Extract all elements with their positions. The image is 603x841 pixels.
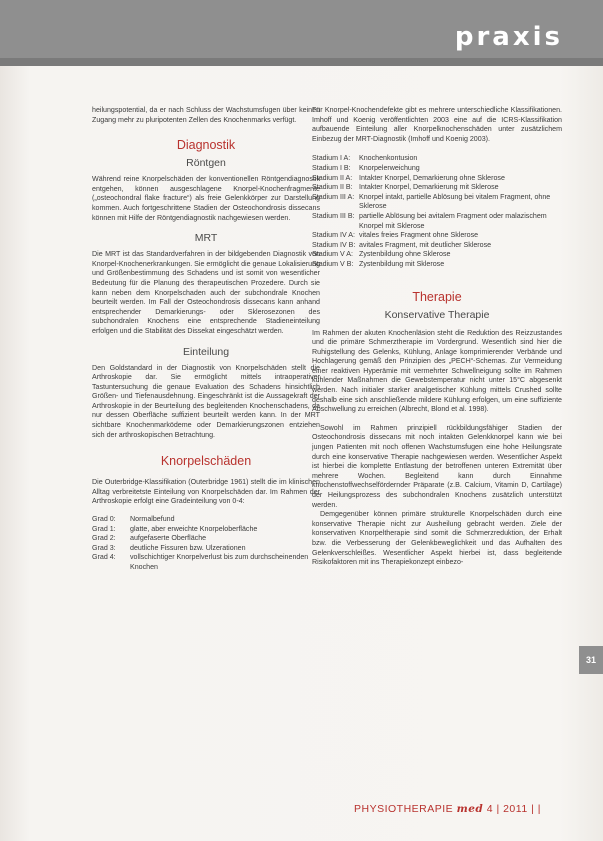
list-item: Stadium IV A: vitales freies Fragment ohne Sklerose: [312, 231, 479, 240]
stage-list: [312, 154, 562, 269]
list-item: Stadium IV B: avitales Fragment, mit deutlicher Sklerose: [312, 240, 492, 249]
page-number-tab: 31: [579, 646, 603, 674]
heading-roentgen: Röntgen: [186, 157, 226, 170]
heading-knorpelschaeden: Knorpelschäden: [160, 454, 252, 469]
list-item: Grad 0: Normalbefund: [92, 515, 175, 524]
heading-therapie: Therapie: [412, 289, 462, 304]
paragraph-konservativ-3: Demgegenüber können primäre strukturelle Knorpelschäden durch eine konservative Therapie nicht zur Ausheilung gebracht werden. Ziele der konservativen Knorpeltherapie sind somit die Schmerzreduktion, der Erhalt bzw. die Verbesserung der Gelenkbeweglichkeit und das Aufhalten des Gelenkverschleißes. Wesentlicher Aspekt hierbei ist, dass begleitende Risikofaktoren mit ins Therapiekonzept einbezo-: [312, 510, 562, 567]
list-item: Grad 3: deutliche Fissuren bzw. Ulzerationen: [92, 543, 246, 552]
paragraph-konservativ-1: Im Rahmen der akuten Knochenläsion steht die Reduktion des Reizzustandes und die primäre Schmerztherapie im Vordergrund. Wesentlich sind hier die Ruhigstellung des Gelenks, Kühlung, Anlage komprimierender Verbände und Hochlagerung gemäß den Prinzipien des „PECH“-Schemas. Zur Vermeidung einer reaktiven Hyperämie mit vermehrter Schwellneigung sollte im Rahmen kühlender Maßnahmen die Gewebstemperatur nicht unter 15°C abgesenkt werden. Nach initialer starker analgetischer Kühlung mittels Crushed sollte deshalb eine sich anschließende mildere Kühlung erfolgen, um eine suffiziente Abschwellung zu erreichen (Albrecht, Blond et al. 1998).: [312, 328, 562, 414]
list-item: Grad 1: glatte, aber erweichte Knorpeloberfläche: [92, 524, 258, 533]
header-band-shade: [0, 58, 603, 66]
list-item: Stadium II A: Intakter Knorpel, Demarkierung ohne Sklerose: [312, 173, 505, 182]
list-item: Stadium I B: Knorpelerweichung: [312, 163, 420, 172]
list-item: Stadium V A: Zystenbildung ohne Sklerose: [312, 250, 451, 259]
heading-diagnostik: Diagnostik: [176, 138, 236, 153]
list-item: Stadium II B: Intakter Knorpel, Demarkierung mit Sklerose: [312, 183, 499, 192]
paragraph-mrt: Die MRT ist das Standardverfahren in der bildgebenden Diagnostik von Knorpel-Knochenerkrankungen. Sie ermöglicht die genaue Lokalisierung und Größenbestimmung des Schadens und ist somit von wesentlicher Bedeutung für die Planung des therapeutischen Prozedere. Durch sie kann neben dem Knorpelschaden auch der subchondrale Knochen beurteilt werden. Im Fall der Osteochondrosis dissecans kann anhand entsprechender Demarkierungs- oder Sklerosezonen des subchondralen Knochens eine entsprechende Stadieneinteilung erfolgen und die Stabilität des Dissekat eingeschätzt werden.: [92, 250, 320, 335]
left-column: [92, 106, 320, 573]
footer-brand: [354, 803, 541, 815]
paragraph-einteilung: Den Goldstandard in der Diagnostik von Knorpelschäden stellt die Arthroskopie dar. Sie ermöglicht mittels intraoperativer Tastuntersuchung die genaue Evaluation des Schadens hinsichtlich Größen- und Tiefenausdehnung. Eingeschränkt ist die Aussagekraft der Arthroskopie in der Beurteilung des begleitenden Knochenschadens, da nur dessen Oberfläche suffizient beurteilt werden kann. In der MRT sichtbare Knochenmarködeme oder Demarkierungszonen entziehen sich der arthroskopischen Betrachtung.: [92, 363, 320, 439]
heading-konservative-therapie: Konservative Therapie: [384, 308, 490, 321]
list-item: Stadium III A: Knorpel intakt, partielle Ablösung bei vitalem Fragment, ohne Sklerose: [312, 192, 551, 211]
left-intro-paragraph: heilungspotential, da er nach Schluss der Wachstumsfugen über keinen Zugang mehr zu pluripotenten Zellen des Knochenmarks verfügt.: [92, 106, 320, 124]
list-item: Stadium III B: partielle Ablösung bei avitalem Fragment oder malazischem Knorpel mit Sklerose: [312, 211, 547, 230]
list-item: Grad 4: vollschichtiger Knorpelverlust bis zum durchscheinenden Knochen: [92, 553, 309, 571]
paragraph-roentgen: Während reine Knorpelschäden der konventionellen Röntgendiagnostik entgehen, können ausgeschlagene Knorpel-Knochenfragmente („osteochondral flake fracture“) als freie Gelenkkörper zur Darstellung kommen. Auch fortgeschrittene Stadien der Osteochondrosis dissecans können mit Hilfe der Röntgendiagnostik nachgewiesen werden.: [92, 175, 320, 222]
section-title: praxis: [454, 22, 563, 52]
heading-einteilung: Einteilung: [182, 345, 230, 358]
footer-magazine-name: PHYSIOTHERAPIE: [354, 803, 454, 815]
list-item: Stadium I A: Knochenkontusion: [312, 154, 418, 163]
paragraph-konservativ-2: Sowohl im Rahmen prinzipiell rückbildungsfähiger Stadien der Osteochondrosis dissecans mit noch intakten Gelenkknorpel kann wie bei jungen Patienten mit noch offenen Wachstumsfugen eine hohe Heilungsrate durch eine konservative Therapie nachgewiesen werden. Wesentlicher Aspekt ist hierbei die komplette Entlastung der betroffenen unteren Extremität über mehrere Wochen. Begleitend kann durch Einnahme knochenstoffwechselfördernder Präparate (z.B. Calcium, Vitamin D, Cartilage) der Heilungsprozess des subchondralen Knochens zusätzlich unterstützt werden.: [312, 423, 562, 509]
list-item: Stadium V B: Zystenbildung mit Sklerose: [312, 259, 445, 268]
grade-list: [92, 515, 320, 573]
list-item: Grad 2: aufgefaserte Oberfläche: [92, 534, 207, 543]
right-intro-paragraph: Für Knorpel-Knochendefekte gibt es mehrere unterschiedliche Klassifikationen. Imhoff und Koenig veröffentlichten 2003 eine auf die ICRS-Klassifikation aufbauende Einteilung aller Knorpelknochenschäden unter zusätzlichem Einbezug der MRT-Diagnostik (Imhoff und Koenig 2003).: [312, 106, 562, 143]
heading-mrt: MRT: [194, 232, 218, 245]
right-column: [312, 106, 562, 568]
paragraph-knorpelschaeden: Die Outerbridge-Klassifikation (Outerbridge 1961) stellt die im klinischen Alltag verbreitetste Einteilung von Knorpelschäden dar. Im Rahmen der Arthroskopie erfolgt eine Gradeinteilung von 0-4:: [92, 478, 320, 506]
footer-issue: 4 | 2011 | |: [486, 803, 541, 815]
footer-magazine-suffix: med: [456, 803, 484, 815]
